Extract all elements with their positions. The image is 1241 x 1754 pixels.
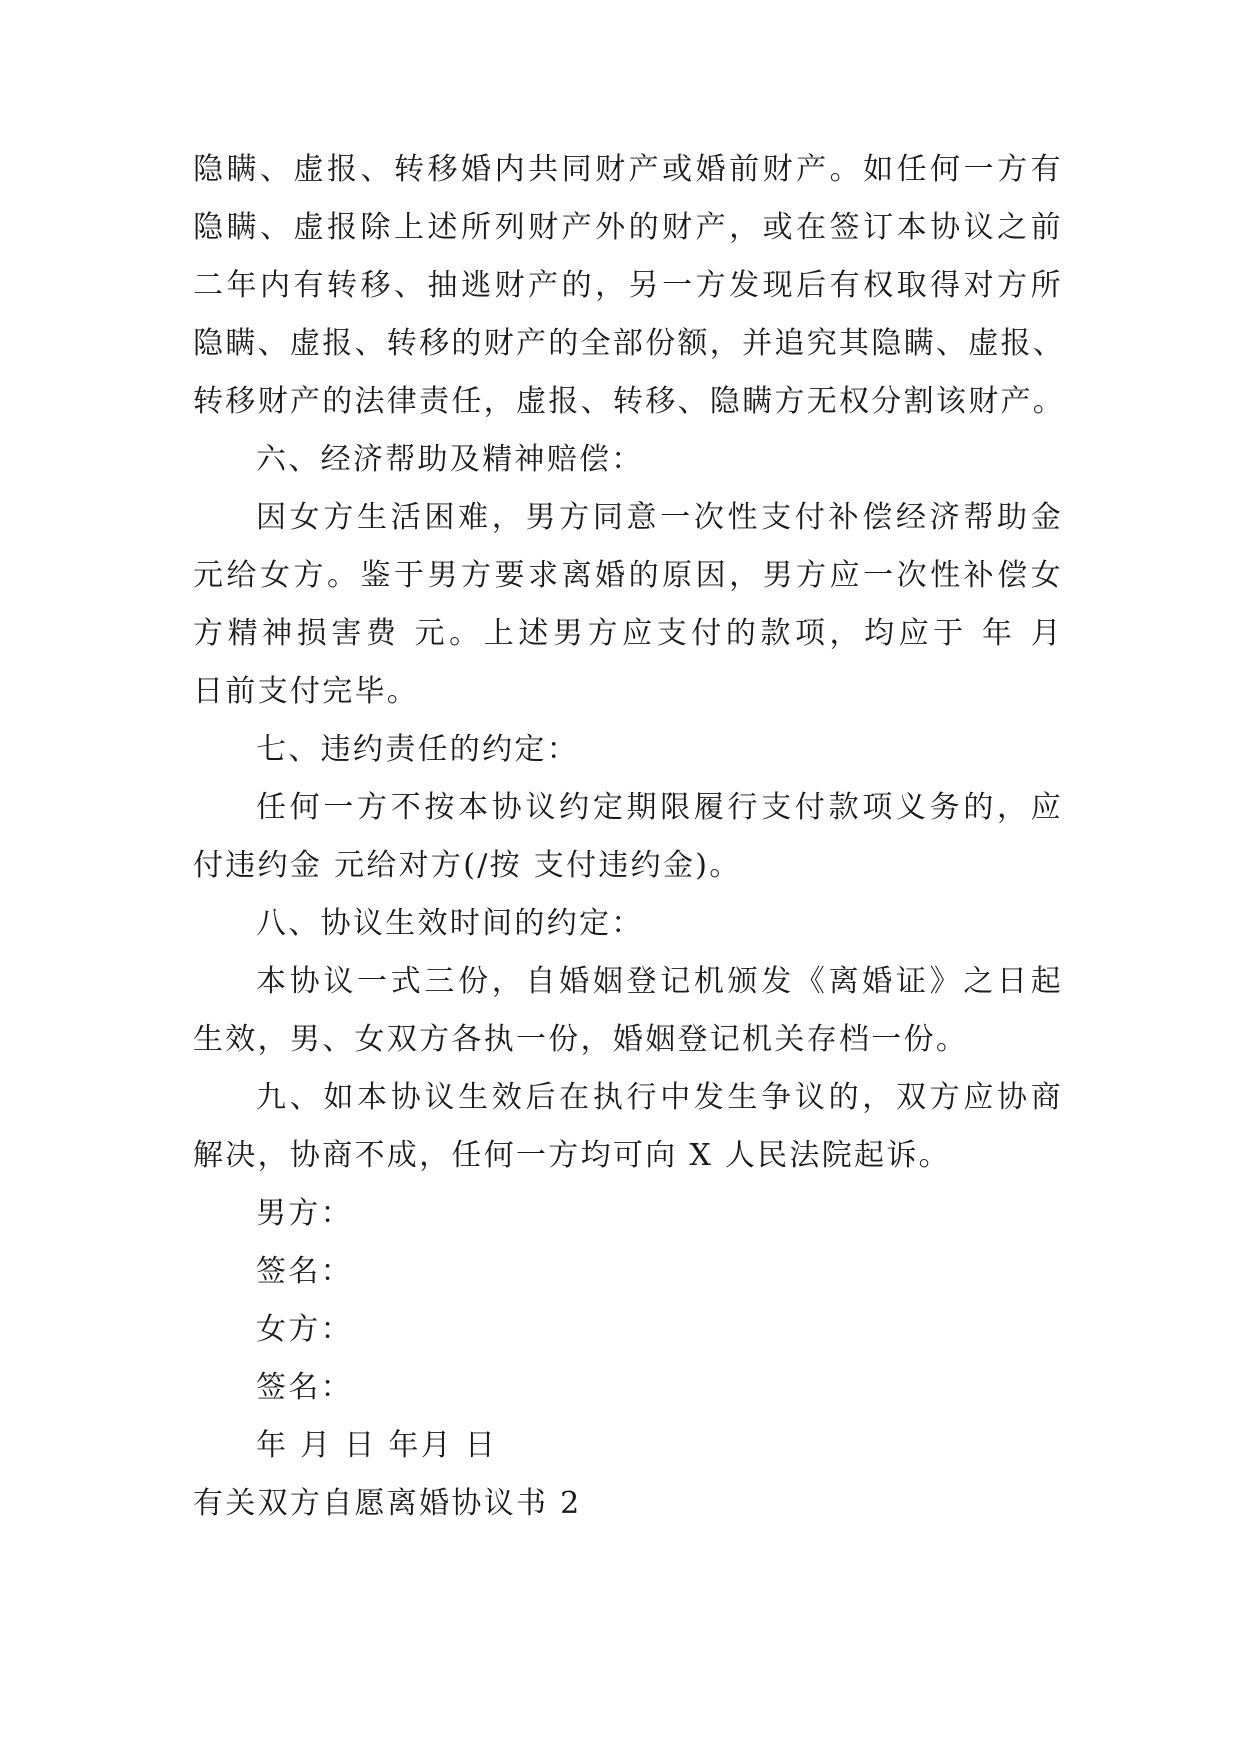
section-heading-7: 七、违约责任的约定： bbox=[256, 732, 579, 767]
body-line: 元给女方。鉴于男方要求离婚的原因，男方应一次性补偿女 bbox=[193, 558, 1063, 593]
body-line: 隐瞒、虚报除上述所列财产外的财产，或在签订本协议之前 bbox=[193, 210, 1063, 245]
body-line: 解决，协商不成，任何一方均可向 X 人民法院起诉。 bbox=[193, 1138, 951, 1173]
body-line: 二年内有转移、抽逃财产的，另一方发现后有权取得对方所 bbox=[193, 268, 1063, 303]
date-line: 年 月 日 年月 日 bbox=[256, 1428, 498, 1463]
body-line: 隐瞒、虚报、转移的财产的全部份额，并追究其隐瞒、虚报、 bbox=[193, 326, 1066, 361]
body-line: 转移财产的法律责任，虚报、转移、隐瞒方无权分割该财产。 bbox=[193, 384, 1066, 419]
body-line: 隐瞒、虚报、转移婚内共同财产或婚前财产。如任何一方有 bbox=[193, 152, 1063, 187]
section-heading-6: 六、经济帮助及精神赔偿： bbox=[256, 442, 644, 477]
body-line: 日前支付完毕。 bbox=[193, 674, 420, 709]
body-line: 任何一方不按本协议约定期限履行支付款项义务的，应 bbox=[256, 790, 1063, 825]
female-signature-label: 签名： bbox=[256, 1370, 353, 1405]
section-heading-8: 八、协议生效时间的约定： bbox=[256, 906, 644, 941]
male-party-label: 男方： bbox=[256, 1196, 353, 1231]
body-line: 方精神损害费 元。上述男方应支付的款项，均应于 年 月 bbox=[193, 616, 1063, 651]
male-signature-label: 签名： bbox=[256, 1254, 353, 1289]
body-line: 本协议一式三份，自婚姻登记机颁发《离婚证》之日起 bbox=[256, 964, 1063, 999]
next-document-title: 有关双方自愿离婚协议书 2 bbox=[193, 1486, 582, 1521]
female-party-label: 女方： bbox=[256, 1312, 353, 1347]
body-line: 因女方生活困难，男方同意一次性支付补偿经济帮助金 bbox=[256, 500, 1063, 535]
body-line: 生效，男、女双方各执一份，婚姻登记机关存档一份。 bbox=[193, 1022, 969, 1057]
body-line: 付违约金 元给对方(/按 支付违约金)。 bbox=[193, 848, 742, 883]
section-heading-9: 九、如本协议生效后在执行中发生争议的，双方应协商 bbox=[256, 1080, 1063, 1115]
